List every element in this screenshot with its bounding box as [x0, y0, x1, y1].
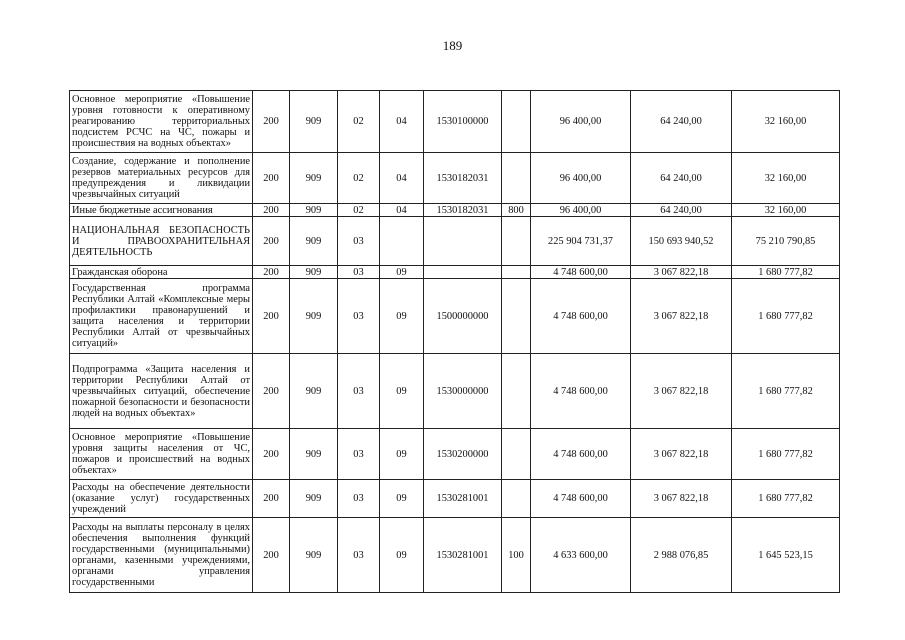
amount-2: 150 693 940,52 [631, 217, 732, 266]
amount-3: 1 680 777,82 [732, 279, 840, 354]
amount-1: 4 748 600,00 [531, 480, 631, 518]
amount-3: 32 160,00 [732, 153, 840, 204]
subsection-code: 09 [380, 354, 424, 429]
amount-3: 75 210 790,85 [732, 217, 840, 266]
row-name: Гражданская оборона [70, 266, 253, 279]
subsection-code: 04 [380, 91, 424, 153]
amount-1: 96 400,00 [531, 91, 631, 153]
target-article: 1530200000 [424, 429, 502, 480]
grbs-code: 200 [253, 204, 290, 217]
expense-type [502, 480, 531, 518]
section-code: 03 [338, 217, 380, 266]
row-name: Государственная программа Республики Алтай «Комплексные меры профилактики правонарушений и защита населения и территории Республики Алтай от чрезвычайных ситуаций» [70, 279, 253, 354]
amount-2: 64 240,00 [631, 91, 732, 153]
ministry-code: 909 [290, 266, 338, 279]
expense-type [502, 153, 531, 204]
row-name: Подпрограмма «Защита населения и территории Республики Алтай от чрезвычайных ситуаций, обеспечение пожарной безопасности и безопасности людей на водных объектах» [70, 354, 253, 429]
table-row [70, 518, 840, 593]
amount-1: 4 748 600,00 [531, 354, 631, 429]
subsection-code: 04 [380, 153, 424, 204]
row-name: Расходы на выплаты персоналу в целях обеспечения выполнения функций государственными (муниципальными) органами, казенными учреждениями, органами управления государственными [70, 518, 253, 593]
target-article [424, 266, 502, 279]
amount-2: 2 988 076,85 [631, 518, 732, 593]
table-row [70, 153, 840, 204]
table-row [70, 429, 840, 480]
ministry-code: 909 [290, 354, 338, 429]
amount-1: 96 400,00 [531, 153, 631, 204]
section-code: 03 [338, 266, 380, 279]
grbs-code: 200 [253, 480, 290, 518]
ministry-code: 909 [290, 429, 338, 480]
amount-3: 1 680 777,82 [732, 480, 840, 518]
subsection-code: 09 [380, 429, 424, 480]
table-row [70, 91, 840, 153]
grbs-code: 200 [253, 354, 290, 429]
ministry-code: 909 [290, 217, 338, 266]
row-name: Создание, содержание и пополнение резервов материальных ресурсов для предупреждения и ликвидации чрезвычайных ситуаций [70, 153, 253, 204]
section-code: 03 [338, 354, 380, 429]
amount-2: 64 240,00 [631, 204, 732, 217]
amount-1: 96 400,00 [531, 204, 631, 217]
subsection-code: 09 [380, 480, 424, 518]
table-row [70, 480, 840, 518]
expense-type [502, 354, 531, 429]
expense-type [502, 279, 531, 354]
amount-3: 1 680 777,82 [732, 429, 840, 480]
ministry-code: 909 [290, 204, 338, 217]
amount-3: 1 680 777,82 [732, 354, 840, 429]
section-code: 03 [338, 480, 380, 518]
section-code: 03 [338, 518, 380, 593]
amount-2: 3 067 822,18 [631, 266, 732, 279]
grbs-code: 200 [253, 217, 290, 266]
budget-table [69, 90, 840, 593]
section-code: 02 [338, 153, 380, 204]
page-number: 189 [442, 38, 463, 53]
amount-1: 4 748 600,00 [531, 266, 631, 279]
expense-type: 100 [502, 518, 531, 593]
section-code: 03 [338, 279, 380, 354]
amount-1: 4 633 600,00 [531, 518, 631, 593]
target-article: 1530100000 [424, 91, 502, 153]
ministry-code: 909 [290, 153, 338, 204]
section-code: 02 [338, 204, 380, 217]
subsection-code: 09 [380, 279, 424, 354]
amount-2: 3 067 822,18 [631, 354, 732, 429]
target-article: 1500000000 [424, 279, 502, 354]
amount-1: 225 904 731,37 [531, 217, 631, 266]
subsection-code: 09 [380, 518, 424, 593]
ministry-code: 909 [290, 518, 338, 593]
table-row [70, 266, 840, 279]
subsection-code [380, 217, 424, 266]
amount-3: 32 160,00 [732, 204, 840, 217]
expense-type [502, 217, 531, 266]
amount-1: 4 748 600,00 [531, 429, 631, 480]
target-article: 1530281001 [424, 518, 502, 593]
amount-3: 32 160,00 [732, 91, 840, 153]
expense-type: 800 [502, 204, 531, 217]
target-article [424, 217, 502, 266]
grbs-code: 200 [253, 153, 290, 204]
row-name: НАЦИОНАЛЬНАЯ БЕЗОПАСНОСТЬ И ПРАВООХРАНИТЕЛЬНАЯ ДЕЯТЕЛЬНОСТЬ [70, 217, 253, 266]
amount-2: 3 067 822,18 [631, 480, 732, 518]
table-row [70, 354, 840, 429]
target-article: 1530000000 [424, 354, 502, 429]
expense-type [502, 266, 531, 279]
row-name: Основное мероприятие «Повышение уровня готовности к оперативному реагированию территориальных подсистем РСЧС на ЧС, пожары и происшествия на водных объектах» [70, 91, 253, 153]
grbs-code: 200 [253, 518, 290, 593]
ministry-code: 909 [290, 91, 338, 153]
grbs-code: 200 [253, 91, 290, 153]
table-row [70, 279, 840, 354]
ministry-code: 909 [290, 279, 338, 354]
target-article: 1530182031 [424, 153, 502, 204]
target-article: 1530182031 [424, 204, 502, 217]
amount-3: 1 645 523,15 [732, 518, 840, 593]
grbs-code: 200 [253, 279, 290, 354]
target-article: 1530281001 [424, 480, 502, 518]
table-row [70, 217, 840, 266]
section-code: 03 [338, 429, 380, 480]
expense-type [502, 91, 531, 153]
row-name: Основное мероприятие «Повышение уровня защиты населения от ЧС, пожаров и происшествий на водных объектах» [70, 429, 253, 480]
amount-3: 1 680 777,82 [732, 266, 840, 279]
amount-2: 64 240,00 [631, 153, 732, 204]
amount-2: 3 067 822,18 [631, 429, 732, 480]
row-name: Иные бюджетные ассигнования [70, 204, 253, 217]
amount-1: 4 748 600,00 [531, 279, 631, 354]
expense-type [502, 429, 531, 480]
grbs-code: 200 [253, 429, 290, 480]
row-name: Расходы на обеспечение деятельности (оказание услуг) государственных учреждений [70, 480, 253, 518]
section-code: 02 [338, 91, 380, 153]
table-row [70, 204, 840, 217]
grbs-code: 200 [253, 266, 290, 279]
subsection-code: 04 [380, 204, 424, 217]
ministry-code: 909 [290, 480, 338, 518]
subsection-code: 09 [380, 266, 424, 279]
amount-2: 3 067 822,18 [631, 279, 732, 354]
